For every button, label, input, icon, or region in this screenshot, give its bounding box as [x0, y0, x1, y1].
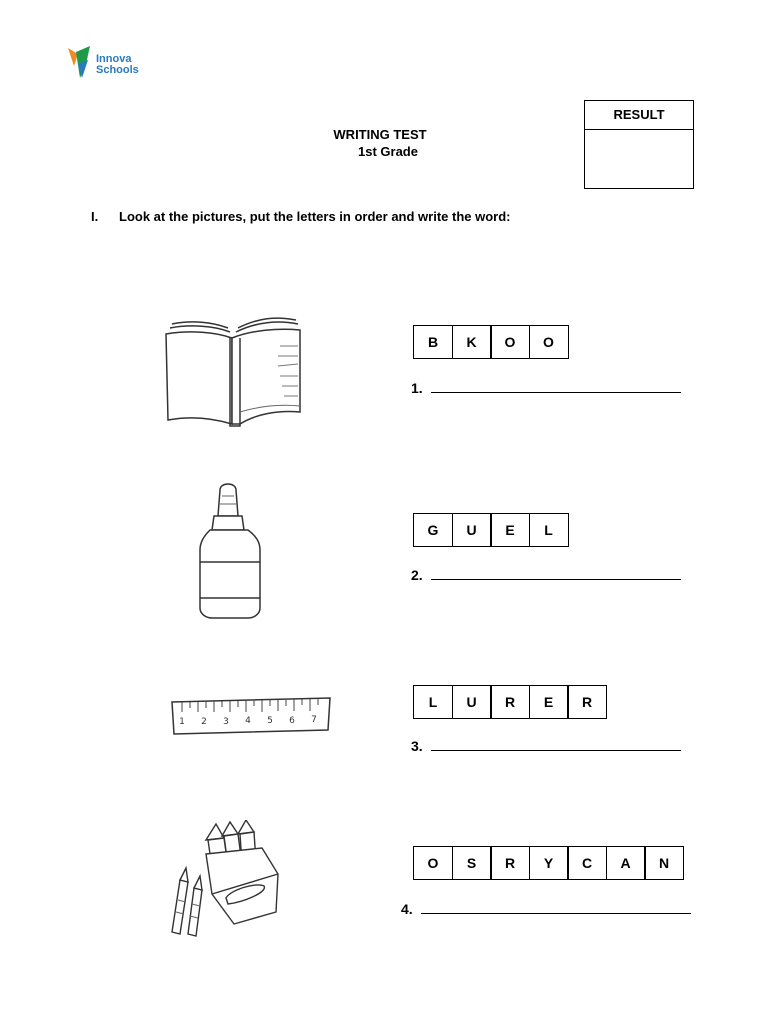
letter-cell: C — [567, 846, 607, 880]
letter-cell: O — [490, 325, 530, 359]
result-label: RESULT — [585, 101, 693, 130]
ruler-number: 5 — [267, 716, 273, 726]
logo-line-2: Schools — [96, 64, 139, 76]
letter-cell: A — [606, 846, 646, 880]
letter-cell: E — [529, 685, 569, 719]
letter-cell: R — [567, 685, 607, 719]
answer-number: 1. — [411, 380, 423, 396]
ruler-number: 4 — [245, 716, 251, 726]
letter-cell: R — [490, 846, 530, 880]
letter-cell: K — [452, 325, 492, 359]
glue-bottle-icon — [190, 480, 270, 622]
answer-line[interactable] — [421, 901, 691, 914]
answer-row-2 — [411, 567, 681, 583]
logo-line-1: Innova — [96, 53, 132, 65]
answer-line[interactable] — [431, 738, 681, 751]
logo-text — [96, 54, 139, 76]
answer-line[interactable] — [431, 380, 681, 393]
letter-boxes-2 — [413, 513, 569, 547]
letter-cell: G — [413, 513, 453, 547]
grade-subtitle: 1st Grade — [358, 144, 418, 159]
answer-row-3 — [411, 738, 681, 754]
letter-cell: E — [490, 513, 530, 547]
letter-cell: S — [452, 846, 492, 880]
letter-boxes-3 — [413, 685, 607, 719]
letter-cell: O — [413, 846, 453, 880]
crayons-icon — [166, 820, 290, 940]
ruler-number: 3 — [223, 717, 229, 727]
letter-cell: L — [413, 685, 453, 719]
ruler-number: 7 — [311, 715, 317, 725]
answer-number: 2. — [411, 567, 423, 583]
answer-number: 4. — [401, 901, 413, 917]
letter-cell: O — [529, 325, 569, 359]
letter-cell: U — [452, 513, 492, 547]
book-icon — [160, 316, 308, 430]
instruction-number: I. — [91, 209, 99, 224]
letter-cell: Y — [529, 846, 569, 880]
letter-boxes-4 — [413, 846, 684, 880]
letter-boxes-1 — [413, 325, 569, 359]
ruler-number: 6 — [289, 716, 295, 726]
letter-cell: U — [452, 685, 492, 719]
logo-mark-icon — [66, 44, 96, 80]
innova-schools-logo — [66, 44, 146, 80]
result-box — [584, 100, 694, 189]
instruction-text: Look at the pictures, put the letters in order and write the word: — [119, 209, 511, 224]
letter-cell: B — [413, 325, 453, 359]
answer-line[interactable] — [431, 567, 681, 580]
letter-cell: R — [490, 685, 530, 719]
ruler-number: 2 — [201, 717, 207, 727]
answer-row-1 — [411, 380, 681, 396]
ruler-number: 1 — [179, 717, 185, 727]
letter-cell: N — [644, 846, 684, 880]
letter-cell: L — [529, 513, 569, 547]
answer-row-4 — [401, 901, 691, 917]
answer-number: 3. — [411, 738, 423, 754]
test-title: WRITING TEST — [333, 127, 427, 142]
ruler-icon — [168, 694, 334, 738]
result-score-area[interactable] — [585, 130, 693, 186]
